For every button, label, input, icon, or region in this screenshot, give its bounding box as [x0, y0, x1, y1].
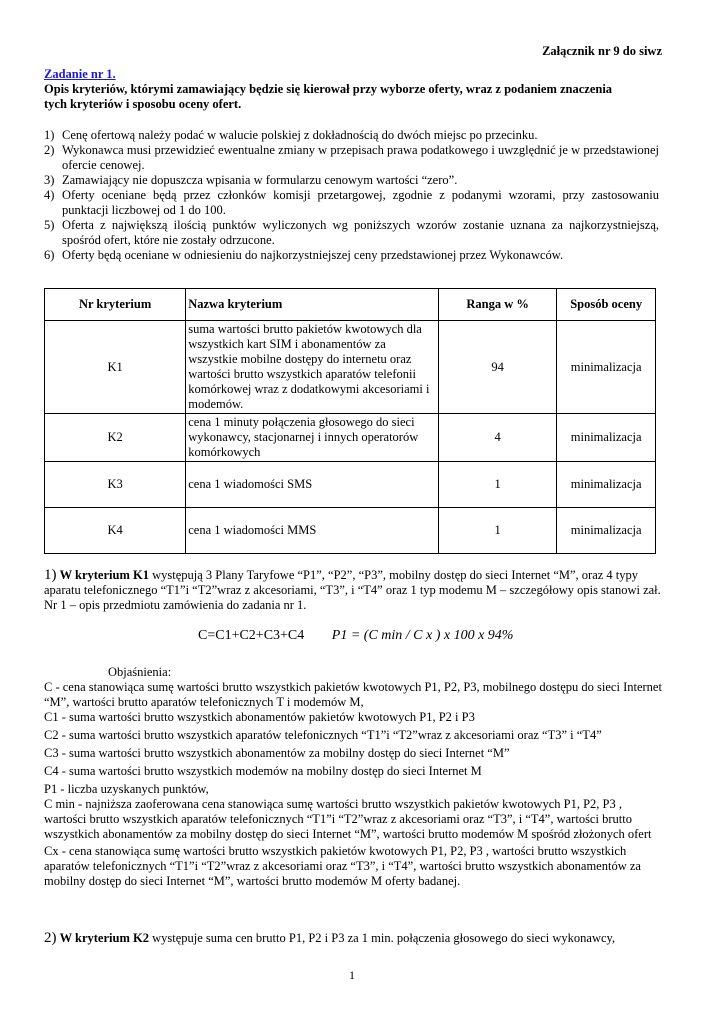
rule-item: 2) Wykonawca musi przewidzieć ewentualne zmiany w przepisach prawa podatkowego i uwzględnić je w przedstawionej ofercie cenowej. — [44, 143, 659, 172]
explanation-cx: Cx - cena stanowiąca sumę wartości brutto wszystkich pakietów kwotowych P1, P2, P3 , wartości brutto wszystkich aparatów telefonicznych “T1”i “T2”wraz z akcesoriami oraz “T3”, i “T4”, wartości brutto wszystkich abonamentów za mobilny dostęp do sieci Internet “M”, wartości brutto modemów M oferty badanej. — [44, 844, 641, 888]
criterion-k2-paragraph: 2) W kryterium K2 występuje suma cen brutto P1, P2 i P3 za 1 min. połączenia głosowego do sieci wykonawcy, — [44, 930, 616, 946]
explanation-c3: C3 - suma wartości brutto wszystkich abonamentów za mobilny dostęp do sieci Internet “M” — [44, 746, 510, 760]
explanation-p1: P1 - liczba uzyskanych punktów, — [44, 782, 209, 796]
formula-line — [198, 628, 513, 643]
annex-label: Załącznik nr 9 do siwz — [542, 44, 662, 58]
rule-item: 3) Zamawiający nie dopuszcza wpisania w formularzu cenowym wartości “zero”. — [44, 173, 458, 187]
header-method: Sposób oceny — [557, 289, 656, 321]
header-name: Nazwa kryterium — [186, 289, 439, 321]
section-heading — [44, 82, 659, 112]
heading-line-2: tych kryteriów i sposobu oceny ofert. — [44, 97, 242, 111]
criterion-k1-paragraph: 1) W kryterium K1 występują 3 Plany Taryfowe “P1”, “P2”, “P3”, mobilny dostęp do sieci Internet “M”, oraz 4 typy aparatu telefonicznego “T1”i “T2”wraz z akcesoriami, “T3”, i “T4” oraz 1 typ modemu M – szczegółowy opis stanowi zał. Nr 1 – opis przedmiotu zamówienia do zadania nr 1. — [44, 567, 661, 612]
header-nr: Nr kryterium — [45, 289, 186, 321]
header-rank: Ranga w % — [438, 289, 556, 321]
criteria-table — [44, 288, 656, 554]
table-row: K2 cena 1 minuty połączenia głosowego do sieci wykonawcy, stacjonarnej i innych operatorów komórkowych 4 minimalizacja — [45, 414, 656, 462]
heading-line-1: Opis kryteriów, którymi zamawiający będzie się kierował przy wyborze oferty, wraz z podaniem znaczenia — [44, 82, 613, 96]
formula-p1: P1 = (C min / C x ) x 100 x 94% — [331, 628, 514, 643]
rule-item: 6) Oferty będą oceniane w odniesieniu do najkorzystniejszej ceny przedstawionej przez Wykonawców. — [44, 248, 564, 262]
explanation-c2: C2 - suma wartości brutto wszystkich aparatów telefonicznych “T1”i “T2”wraz z akcesoriami oraz “T3” i “T4” — [44, 728, 602, 742]
rules-list — [44, 128, 659, 263]
explanation-c: C - cena stanowiąca sumę wartości brutto wszystkich pakietów kwotowych P1, P2, P3, mobilnego dostępu do sieci Internet “M”, wartości brutto aparatów telefonicznych T i modemów M, — [44, 680, 662, 709]
table-row: K4 cena 1 wiadomości MMS 1 minimalizacja — [45, 508, 656, 554]
formula-sum: C=C1+C2+C3+C4 — [198, 628, 305, 643]
task-link[interactable]: Zadanie nr 1. — [44, 67, 116, 81]
page-number: 1 — [349, 968, 355, 982]
rule-item: 4) Oferty oceniane będą przez członków komisji przetargowej, zgodnie z podanymi wzorami, przy zastosowaniu punktacji liczbowej od 1 do 100. — [44, 188, 659, 217]
table-row: K1 suma wartości brutto pakietów kwotowych dla wszystkich kart SIM i abonamentów za wszystkie mobilne dostępy do internetu oraz wartości brutto wszystkich aparatów telefonii komórkowej wraz z dodatkowymi akcesoriami i modemów. 94 minimalizacja — [45, 321, 656, 414]
explanations-title: Objaśnienia: — [108, 665, 172, 679]
explanation-c1: C1 - suma wartości brutto wszystkich abonamentów pakietów kwotowych P1, P2 i P3 — [44, 710, 475, 724]
explanation-c4: C4 - suma wartości brutto wszystkich modemów na mobilny dostęp do sieci Internet M — [44, 764, 482, 778]
explanations — [44, 665, 662, 889]
explanation-cmin: C min - najniższa zaoferowana cena stanowiąca sumę wartości brutto wszystkich pakietów kwotowych P1, P2, P3 , wartości brutto wszystkich aparatów telefonicznych “T1”i “T2”wraz z akcesoriami oraz “T3”, i “T4”, wartości brutto wszystkich abonamentów za mobilny dostęp do sieci Internet “M”, wartości brutto modemów M spośród złożonych ofert — [44, 797, 652, 841]
rule-item: 5) Oferta z największą ilością punktów wyliczonych wg poniższych wzorów zostanie uznana za najkorzystniejszą, spośród ofert, które nie zostały odrzucone. — [44, 218, 659, 247]
table-row: K3 cena 1 wiadomości SMS 1 minimalizacja — [45, 462, 656, 508]
table-header-row — [45, 289, 656, 321]
rule-item: 1) Cenę ofertową należy podać w walucie polskiej z dokładnością do dwóch miejsc po przecinku. — [44, 128, 538, 142]
